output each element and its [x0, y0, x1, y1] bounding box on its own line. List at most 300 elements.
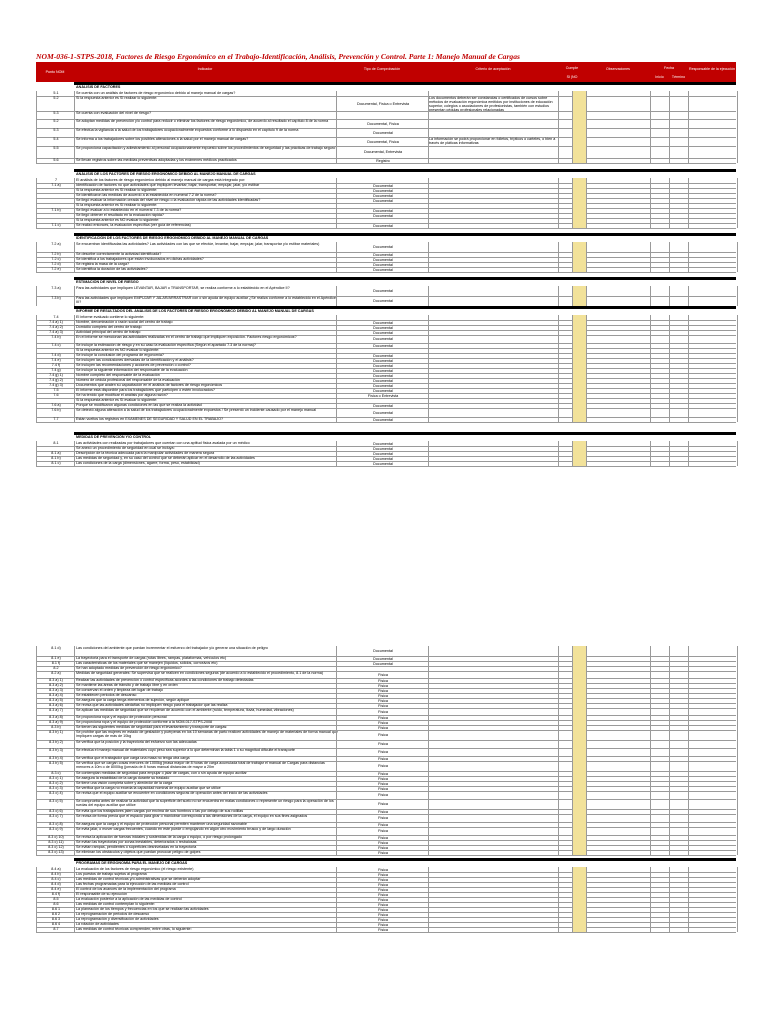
responsable-cell[interactable]	[688, 137, 738, 146]
table-row	[36, 417, 736, 423]
responsable-cell[interactable]	[688, 267, 738, 272]
cumple-si-cell[interactable]	[558, 708, 573, 715]
checklist-page-1	[36, 82, 736, 542]
fecha-termino-cell[interactable]	[669, 740, 689, 748]
observaciones-cell[interactable]	[586, 761, 651, 771]
fecha-inicio-cell[interactable]	[650, 137, 670, 146]
punto-nom-cell: 8.1 b)	[36, 456, 75, 461]
cumple-no-cell[interactable]	[572, 927, 587, 932]
tipo-comprobacion-cell: Documental	[336, 383, 429, 388]
fecha-termino-cell[interactable]	[669, 158, 689, 163]
cumple-no-cell[interactable]	[572, 408, 587, 417]
punto-nom-cell: 8.3 b) 2)	[36, 740, 75, 748]
fecha-termino-cell[interactable]	[669, 137, 689, 146]
indicador-cell: Se incluyen las conclusiones derivadas de la identificación y el análisis?	[74, 358, 338, 363]
punto-nom-cell: 5.4	[36, 137, 75, 146]
section-header	[36, 233, 736, 242]
cumple-no-cell[interactable]	[572, 791, 587, 799]
fecha-inicio-cell[interactable]	[650, 927, 670, 932]
responsable-cell[interactable]	[688, 761, 738, 771]
header-responsable: Responsable de la ejecución	[689, 67, 735, 71]
punto-nom-cell: 7.4 a) 2)	[36, 325, 75, 330]
responsable-cell[interactable]	[688, 814, 738, 822]
cumple-no-cell[interactable]	[572, 730, 587, 740]
tipo-comprobacion-cell: Física	[336, 822, 429, 827]
responsable-cell[interactable]	[688, 417, 738, 422]
criterio-cell	[428, 730, 559, 740]
observaciones-cell[interactable]	[586, 96, 651, 111]
fecha-inicio-cell[interactable]	[650, 461, 670, 466]
cumple-no-cell[interactable]	[572, 814, 587, 822]
fecha-inicio-cell[interactable]	[650, 111, 670, 119]
punto-nom-cell: 8.1 d)	[36, 646, 75, 656]
cumple-no-cell[interactable]	[572, 137, 587, 146]
tipo-comprobacion-cell: Documental	[336, 388, 429, 393]
criterio-cell	[428, 158, 559, 163]
indicador-cell: Las medidas de seguridad y, en su caso del control que se deberán aplicar en el desarrollo de las actividades	[74, 456, 338, 461]
indicador-cell: La rotación de actividades	[74, 922, 338, 927]
tipo-comprobacion-cell: Documental	[336, 368, 429, 373]
fecha-inicio-cell[interactable]	[650, 827, 670, 835]
cumple-no-cell[interactable]	[572, 267, 587, 272]
responsable-cell[interactable]	[688, 827, 738, 835]
fecha-termino-cell[interactable]	[669, 119, 689, 128]
fecha-termino-cell[interactable]	[669, 730, 689, 740]
cumple-no-cell[interactable]	[572, 158, 587, 163]
punto-nom-cell: 8.4 a)	[36, 867, 75, 872]
fecha-inicio-cell[interactable]	[650, 158, 670, 163]
fecha-inicio-cell[interactable]	[650, 671, 670, 678]
cumple-si-cell[interactable]	[558, 671, 573, 678]
cumple-si-cell[interactable]	[558, 761, 573, 771]
indicador-cell: Las medidas de control técnicas y/o administrativas que se deberán adoptar	[74, 877, 338, 882]
indicador-cell: Descripción de la técnica adecuada para la manipular actividades de manera segura	[74, 451, 338, 456]
cumple-no-cell[interactable]	[572, 799, 587, 809]
observaciones-cell[interactable]	[586, 286, 651, 296]
observaciones-cell[interactable]	[586, 814, 651, 822]
fecha-inicio-cell[interactable]	[650, 335, 670, 343]
tipo-comprobacion-cell: Física	[336, 703, 429, 708]
cumple-si-cell[interactable]	[558, 158, 573, 163]
punto-nom-cell: 8.3 c) 10)	[36, 835, 75, 840]
observaciones-cell[interactable]	[586, 111, 651, 119]
fecha-termino-cell[interactable]	[669, 708, 689, 715]
tipo-comprobacion-cell: Documental, Física	[336, 119, 429, 128]
cumple-no-cell[interactable]	[572, 96, 587, 111]
observaciones-cell[interactable]	[586, 137, 651, 146]
fecha-termino-cell[interactable]	[669, 799, 689, 809]
cumple-no-cell[interactable]	[572, 111, 587, 119]
cumple-si-cell[interactable]	[558, 146, 573, 158]
tipo-comprobacion-cell: Física	[336, 882, 429, 887]
indicador-cell: Si la respuesta anterior es SI evaluar lo siguiente:	[74, 398, 338, 403]
criterio-cell: Los documentos deberán ser constancias o certificados de cursos sobre métodos de evaluación ergonómica emitidos por instituciones de educación superior, colegios o asociaciones de profesionistas, también con estudios presentan cédulas profesionales relacionadas	[428, 96, 559, 111]
fecha-inicio-cell[interactable]	[650, 296, 670, 306]
observaciones-cell[interactable]	[586, 267, 651, 272]
punto-nom-cell: 8.3 c) 5)	[36, 799, 75, 809]
cumple-no-cell[interactable]	[572, 708, 587, 715]
table-row	[36, 158, 736, 164]
fecha-termino-cell[interactable]	[669, 827, 689, 835]
fecha-termino-cell[interactable]	[669, 128, 689, 137]
criterio-cell	[428, 128, 559, 137]
indicador-cell: Se evitan rampas, pendientes o superficies desniveladas en la trayectoria	[74, 845, 338, 850]
punto-nom-cell: 7.1 c)	[36, 223, 75, 228]
tipo-comprobacion-cell: Documental	[336, 441, 429, 446]
observaciones-cell[interactable]	[586, 158, 651, 163]
section-header	[36, 82, 736, 91]
indicador-cell: Se verifica que la posición y la trayectoria del esfuerzo son las adecuadas	[74, 740, 338, 748]
cumple-no-cell[interactable]	[572, 335, 587, 343]
fecha-inicio-cell[interactable]	[650, 417, 670, 422]
tipo-comprobacion-cell: Física	[336, 912, 429, 917]
observaciones-cell[interactable]	[586, 408, 651, 417]
cumple-si-cell[interactable]	[558, 296, 573, 306]
tipo-comprobacion-cell: Física	[336, 867, 429, 872]
fecha-termino-cell[interactable]	[669, 242, 689, 252]
indicador-cell: Medidas de seguridad generales: Se supervisa que se realicen en condiciones seguras (de acuerdo a lo establecido el procedimiento, 8.1 de la norma)	[74, 671, 338, 678]
tipo-comprobacion-cell: Física	[336, 922, 429, 927]
cumple-no-cell[interactable]	[572, 748, 587, 756]
punto-nom-cell: 8.3 a) 9)	[36, 720, 75, 725]
indicador-cell: Las medidas de control técnicas comprenden, entre otras, lo siguiente:	[74, 927, 338, 932]
fecha-termino-cell[interactable]	[669, 461, 689, 466]
fecha-inicio-cell[interactable]	[650, 223, 670, 228]
cumple-si-cell[interactable]	[558, 286, 573, 296]
responsable-cell[interactable]	[688, 799, 738, 809]
responsable-cell[interactable]	[688, 286, 738, 296]
punto-nom-cell: 8.4 b)	[36, 872, 75, 877]
cumple-si-cell[interactable]	[558, 927, 573, 932]
observaciones-cell[interactable]	[586, 417, 651, 422]
observaciones-cell[interactable]	[586, 223, 651, 228]
tipo-comprobacion-cell: Física	[336, 799, 429, 809]
cumple-si-cell[interactable]	[558, 799, 573, 809]
fecha-termino-cell[interactable]	[669, 335, 689, 343]
cumple-si-cell[interactable]	[558, 128, 573, 137]
observaciones-cell[interactable]	[586, 799, 651, 809]
cumple-no-cell[interactable]	[572, 827, 587, 835]
tipo-comprobacion-cell: Documental	[336, 128, 429, 137]
observaciones-cell[interactable]	[586, 242, 651, 252]
punto-nom-cell: 5.6	[36, 158, 75, 163]
cumple-no-cell[interactable]	[572, 146, 587, 158]
responsable-cell[interactable]	[688, 119, 738, 128]
tipo-comprobacion-cell: Física	[336, 845, 429, 850]
cumple-si-cell[interactable]	[558, 730, 573, 740]
cumple-no-cell[interactable]	[572, 296, 587, 306]
section-band	[74, 432, 736, 435]
criterio-cell	[428, 761, 559, 771]
responsable-cell[interactable]	[688, 671, 738, 678]
punto-nom-cell: 8.6 4	[36, 922, 75, 927]
criterio-cell	[428, 671, 559, 678]
observaciones-cell[interactable]	[586, 119, 651, 128]
observaciones-cell[interactable]	[586, 461, 651, 466]
indicador-cell: La evaluación de los factores de riesgo ergonómico (el riesgo existente)	[74, 867, 338, 872]
cumple-si-cell[interactable]	[558, 335, 573, 343]
punto-nom-cell: 7.1 b)	[36, 208, 75, 213]
fecha-termino-cell[interactable]	[669, 850, 689, 855]
observaciones-cell[interactable]	[586, 671, 651, 678]
cumple-si-cell[interactable]	[558, 137, 573, 146]
fecha-termino-cell[interactable]	[669, 761, 689, 771]
cumple-no-cell[interactable]	[572, 242, 587, 252]
indicador-cell: Se incluye la conclusión del programa de ergonomía?	[74, 353, 338, 358]
cumple-si-cell[interactable]	[558, 111, 573, 119]
header-criterio: Criterio de aceptación	[475, 67, 511, 71]
observaciones-cell[interactable]	[586, 927, 651, 932]
table-row	[36, 927, 736, 933]
punto-nom-cell: 7.2 d)	[36, 262, 75, 267]
tipo-comprobacion-cell: Documental	[336, 296, 429, 306]
criterio-cell	[428, 408, 559, 417]
responsable-cell[interactable]	[688, 335, 738, 343]
observaciones-cell[interactable]	[586, 850, 651, 855]
fecha-termino-cell[interactable]	[669, 646, 689, 656]
tipo-comprobacion-cell: Física	[336, 756, 429, 761]
indicador-cell: Se verifica que la carga no exceda la capacidad nominal de equipo auxiliar que se utilice	[74, 786, 338, 791]
fecha-termino-cell[interactable]	[669, 223, 689, 228]
cumple-si-cell[interactable]	[558, 267, 573, 272]
responsable-cell[interactable]	[688, 242, 738, 252]
fecha-inicio-cell[interactable]	[650, 708, 670, 715]
cumple-si-cell[interactable]	[558, 417, 573, 422]
table-row	[36, 461, 736, 467]
fecha-inicio-cell[interactable]	[650, 850, 670, 855]
cumple-si-cell[interactable]	[558, 461, 573, 466]
responsable-cell[interactable]	[688, 296, 738, 306]
observaciones-cell[interactable]	[586, 708, 651, 715]
cumple-si-cell[interactable]	[558, 827, 573, 835]
responsable-cell[interactable]	[688, 730, 738, 740]
tipo-comprobacion-cell: Documental	[336, 378, 429, 383]
indicador-cell: Se revisa de forma previa que el espacio para girar o maniobrar corresponda a las dimensiones de la carga, el equipo en sus fines asignados	[74, 814, 338, 822]
responsable-cell[interactable]	[688, 128, 738, 137]
cumple-si-cell[interactable]	[558, 646, 573, 656]
indicador-cell: Realizar las actividades de prevención o control específicas acordes a las condiciones de trabajo detectadas	[74, 678, 338, 683]
fecha-inicio-cell[interactable]	[650, 146, 670, 158]
criterio-cell	[428, 748, 559, 756]
tipo-comprobacion-cell: Física	[336, 715, 429, 720]
fecha-termino-cell[interactable]	[669, 286, 689, 296]
tipo-comprobacion-cell: Física	[336, 693, 429, 698]
fecha-termino-cell[interactable]	[669, 96, 689, 111]
section-band	[74, 82, 736, 85]
observaciones-cell[interactable]	[586, 740, 651, 748]
cumple-si-cell[interactable]	[558, 96, 573, 111]
tipo-comprobacion-cell: Física	[336, 927, 429, 932]
table-row	[36, 223, 736, 229]
fecha-termino-cell[interactable]	[669, 111, 689, 119]
indicador-cell: Se realizó entonces, la evaluación específica (ver guía de referencias)	[74, 223, 338, 228]
indicador-cell: Se revisa la aplicación de fuerzas iniciales y sostenidas de la carga o equipo, o por riesgo prolongado	[74, 835, 338, 840]
responsable-cell[interactable]	[688, 708, 738, 715]
punto-nom-cell: 8.3 b)	[36, 725, 75, 730]
fecha-inicio-cell[interactable]	[650, 408, 670, 417]
punto-nom-cell: 8.3 c) 8)	[36, 822, 75, 827]
punto-nom-cell: 8.3 a) 7)	[36, 708, 75, 715]
observaciones-cell[interactable]	[586, 146, 651, 158]
fecha-inicio-cell[interactable]	[650, 730, 670, 740]
tipo-comprobacion-cell: Documental	[336, 343, 429, 348]
punto-nom-cell: 5.3	[36, 111, 75, 119]
observaciones-cell[interactable]	[586, 730, 651, 740]
fecha-inicio-cell[interactable]	[650, 748, 670, 756]
fecha-inicio-cell[interactable]	[650, 761, 670, 771]
cumple-no-cell[interactable]	[572, 286, 587, 296]
tipo-comprobacion-cell: Física	[336, 776, 429, 781]
cumple-no-cell[interactable]	[572, 740, 587, 748]
tipo-comprobacion-cell: Registro	[336, 158, 429, 163]
observaciones-cell[interactable]	[586, 335, 651, 343]
cumple-si-cell[interactable]	[558, 740, 573, 748]
responsable-cell[interactable]	[688, 96, 738, 111]
observaciones-cell[interactable]	[586, 128, 651, 137]
observaciones-cell[interactable]	[586, 748, 651, 756]
tipo-comprobacion-cell: Documental	[336, 408, 429, 417]
cumple-si-cell[interactable]	[558, 408, 573, 417]
responsable-cell[interactable]	[688, 791, 738, 799]
cumple-no-cell[interactable]	[572, 417, 587, 422]
tipo-comprobacion-cell: Documental	[336, 330, 429, 335]
criterio-cell	[428, 814, 559, 822]
punto-nom-cell: 8.3 c) 2)	[36, 781, 75, 786]
punto-nom-cell: 8.4 d)	[36, 882, 75, 887]
tipo-comprobacion-cell: Documental, Entrevista	[336, 146, 429, 158]
indicador-cell: El responsable de su ejecución	[74, 892, 338, 897]
section-title: ANÁLISIS DE FACTORES	[76, 85, 121, 89]
responsable-cell[interactable]	[688, 646, 738, 656]
responsable-cell[interactable]	[688, 461, 738, 466]
cumple-no-cell[interactable]	[572, 119, 587, 128]
header-inicio: Inicio	[655, 75, 664, 79]
observaciones-cell[interactable]	[586, 646, 651, 656]
indicador-cell: El informe está disponible para los trabajadores que participen o estén involucrados?	[74, 388, 338, 393]
fecha-termino-cell[interactable]	[669, 791, 689, 799]
criterio-cell	[428, 827, 559, 835]
tipo-comprobacion-cell: Física	[336, 877, 429, 882]
tipo-comprobacion-cell: Física	[336, 791, 429, 799]
punto-nom-cell: 8.3 c) 12)	[36, 845, 75, 850]
cumple-no-cell[interactable]	[572, 850, 587, 855]
indicador-cell: Se identifica la duración de las actividades?	[74, 267, 338, 272]
indicador-cell: Domicilio completo del centro de trabajo	[74, 325, 338, 330]
responsable-cell[interactable]	[688, 408, 738, 417]
cumple-si-cell[interactable]	[558, 242, 573, 252]
indicador-cell: Se anexó un procedimiento de seguridad en cual se incluya:	[74, 446, 338, 451]
fecha-termino-cell[interactable]	[669, 927, 689, 932]
punto-nom-cell: 5.2	[36, 96, 75, 111]
fecha-termino-cell[interactable]	[669, 296, 689, 306]
fecha-inicio-cell[interactable]	[650, 791, 670, 799]
responsable-cell[interactable]	[688, 850, 738, 855]
cumple-no-cell[interactable]	[572, 761, 587, 771]
punto-nom-cell: 8.2 a)	[36, 671, 75, 678]
responsable-cell[interactable]	[688, 740, 738, 748]
punto-nom-cell: 8.3 b) 4)	[36, 756, 75, 761]
fecha-inicio-cell[interactable]	[650, 814, 670, 822]
tipo-comprobacion-cell: Física	[336, 678, 429, 683]
cumple-no-cell[interactable]	[572, 461, 587, 466]
indicador-cell: Se proporciona ropa y el equipo de protección conforme a la NOM-017-STPS-2008	[74, 720, 338, 725]
responsable-cell[interactable]	[688, 748, 738, 756]
tipo-comprobacion-cell: Documental	[336, 262, 429, 267]
indicador-cell: Se incluye la siguiente información del responsable de la evaluación	[74, 368, 338, 373]
header-tipo: Tipo de Comprobación	[363, 67, 401, 71]
tipo-comprobacion-cell: Física	[336, 688, 429, 693]
fecha-inicio-cell[interactable]	[650, 96, 670, 111]
fecha-termino-cell[interactable]	[669, 146, 689, 158]
tipo-comprobacion-cell: Física	[336, 835, 429, 840]
tipo-comprobacion-cell: Física	[336, 698, 429, 703]
tipo-comprobacion-cell: Documental	[336, 320, 429, 325]
cumple-si-cell[interactable]	[558, 850, 573, 855]
responsable-cell[interactable]	[688, 223, 738, 228]
punto-nom-cell: 7.4 e)	[36, 358, 75, 363]
punto-nom-cell: 7.4 b)	[36, 335, 75, 343]
observaciones-cell[interactable]	[586, 296, 651, 306]
observaciones-cell[interactable]	[586, 791, 651, 799]
tipo-comprobacion-cell: Física	[336, 781, 429, 786]
section-title: INFORME DE RESULTADOS DEL ANÁLISIS DE LOS FACTORES DE RIESGO ERGONÓMICO DEBIDO AL MANEJO MANUAL DE CARGAS	[76, 309, 314, 313]
cumple-no-cell[interactable]	[572, 646, 587, 656]
section-title: IDENTIFICACIÓN DE LOS FACTORES DE RIESGO ERGONÓMICO DEBIDO AL MANEJO MANUAL DE CARGAS	[76, 236, 269, 240]
tipo-comprobacion-cell: Documental	[336, 325, 429, 330]
cumple-si-cell[interactable]	[558, 791, 573, 799]
responsable-cell[interactable]	[688, 158, 738, 163]
cumple-no-cell[interactable]	[572, 223, 587, 228]
cumple-si-cell[interactable]	[558, 748, 573, 756]
indicador-cell: La reprogramación y diversificación de actividades	[74, 917, 338, 922]
fecha-termino-cell[interactable]	[669, 408, 689, 417]
punto-nom-cell: 8.3 c) 7)	[36, 814, 75, 822]
punto-nom-cell: 7.4 d)	[36, 353, 75, 358]
fecha-inicio-cell[interactable]	[650, 242, 670, 252]
fecha-inicio-cell[interactable]	[650, 646, 670, 656]
fecha-termino-cell[interactable]	[669, 417, 689, 422]
tipo-comprobacion-cell: Física	[336, 771, 429, 776]
fecha-inicio-cell[interactable]	[650, 799, 670, 809]
cumple-si-cell[interactable]	[558, 119, 573, 128]
fecha-termino-cell[interactable]	[669, 671, 689, 678]
cumple-no-cell[interactable]	[572, 128, 587, 137]
fecha-termino-cell[interactable]	[669, 748, 689, 756]
table-header	[36, 62, 736, 82]
fecha-inicio-cell[interactable]	[650, 740, 670, 748]
fecha-inicio-cell[interactable]	[650, 128, 670, 137]
fecha-termino-cell[interactable]	[669, 814, 689, 822]
header-indicador: Indicador	[197, 67, 213, 71]
fecha-termino-cell[interactable]	[669, 267, 689, 272]
observaciones-cell[interactable]	[586, 827, 651, 835]
fecha-inicio-cell[interactable]	[650, 267, 670, 272]
criterio-cell	[428, 119, 559, 128]
punto-nom-cell: 8.3 a) 8)	[36, 715, 75, 720]
indicador-cell: Se asegura que la carga tenga elementos de sujeción, según aplique	[74, 698, 338, 703]
cumple-si-cell[interactable]	[558, 223, 573, 228]
fecha-inicio-cell[interactable]	[650, 119, 670, 128]
tipo-comprobacion-cell: Documental	[336, 353, 429, 358]
responsable-cell[interactable]	[688, 111, 738, 119]
responsable-cell[interactable]	[688, 146, 738, 158]
punto-nom-cell: 8.1	[36, 441, 75, 446]
cumple-si-cell[interactable]	[558, 814, 573, 822]
responsable-cell[interactable]	[688, 927, 738, 932]
fecha-inicio-cell[interactable]	[650, 286, 670, 296]
cumple-no-cell[interactable]	[572, 671, 587, 678]
punto-nom-cell: 7.4 a) 1)	[36, 320, 75, 325]
